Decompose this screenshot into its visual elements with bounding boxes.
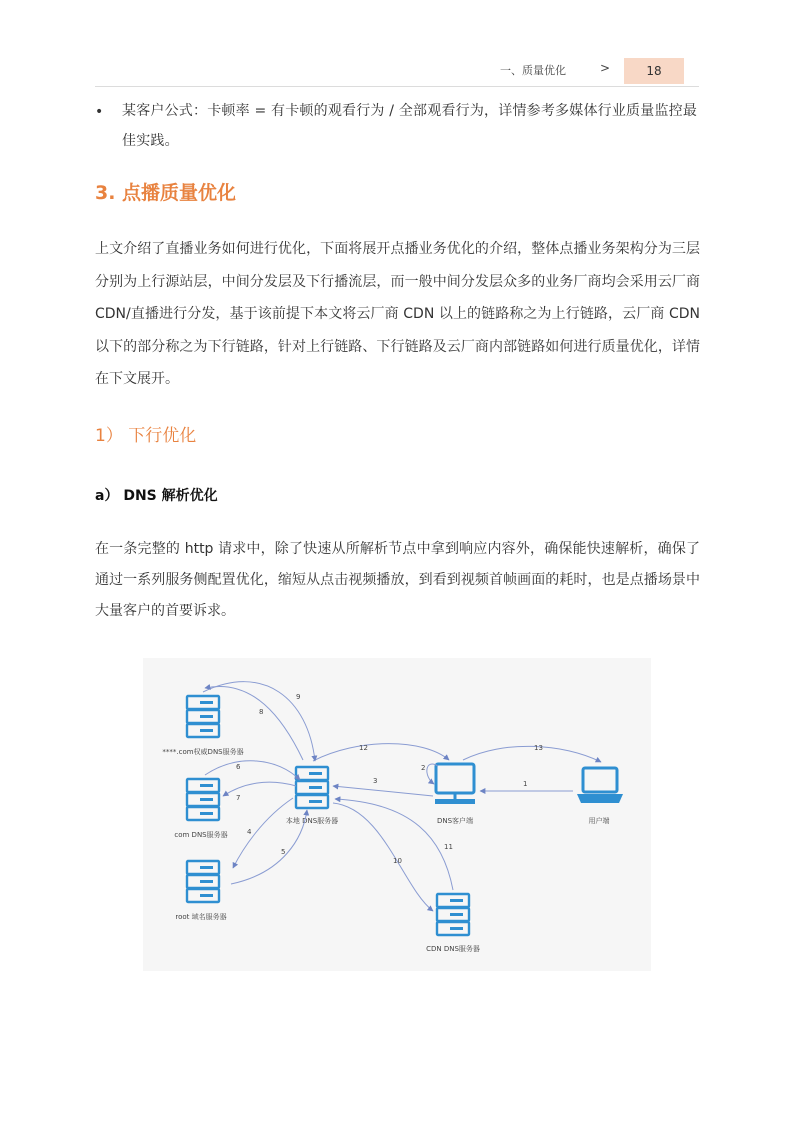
step-13-label: 13 bbox=[534, 744, 543, 752]
step-5-label: 5 bbox=[281, 848, 286, 856]
step-2-label: 2 bbox=[421, 764, 426, 772]
step-1-label: 1 bbox=[523, 780, 528, 788]
local-dns-server-label: 本地 DNS服务器 bbox=[285, 817, 339, 825]
authoritative-server-label: ****.com权威DNS服务器 bbox=[162, 748, 244, 756]
root-server-label: root 域名服务器 bbox=[175, 913, 227, 921]
header-section-label: 一、质量优化 bbox=[500, 64, 566, 77]
page-number: 18 bbox=[624, 58, 684, 84]
bullet-dot: • bbox=[95, 104, 104, 120]
bullet-text: 某客户公式：卡顿率 = 有卡顿的观看行为 / 全部观看行为，详情参考多媒体行业质量监控最佳实践。 bbox=[122, 103, 698, 149]
step-7-label: 7 bbox=[236, 794, 241, 802]
subsection-1-title: 1） 下行优化 bbox=[95, 426, 197, 446]
section-3-paragraph: 上文介绍了直播业务如何进行优化，下面将展开点播业务优化的介绍，整体点播业务架构分为三层分别为上行源站层，中间分发层及下行播流层，而一般中间分发层众多的业务厂商均会采用云厂商 CDN/直播进行分发，基于该前提下本文将云厂商 CDN 以上的链路称之为上行链路，云厂商 CDN 以下的部分称之为下行链路，针对上行链路、下行链路及云厂商内部链路如何进行质量优化，详情在下文展开。 bbox=[95, 241, 700, 387]
header-rule bbox=[95, 86, 699, 87]
step-6-label: 6 bbox=[236, 763, 241, 771]
step-11-label: 11 bbox=[444, 843, 453, 851]
cdn-dns-server-label: CDN DNS服务器 bbox=[426, 945, 480, 953]
step-9-label: 9 bbox=[296, 693, 301, 701]
step-10-label: 10 bbox=[393, 857, 402, 865]
dns-resolution-diagram bbox=[143, 658, 651, 971]
user-label: 用户端 bbox=[588, 817, 610, 825]
step-8-label: 8 bbox=[259, 708, 264, 716]
header-arrow: > bbox=[600, 61, 611, 75]
step-4-label: 4 bbox=[247, 828, 252, 836]
dns-client-label: DNS客户端 bbox=[436, 817, 474, 825]
com-server-label: com DNS服务器 bbox=[174, 831, 228, 839]
subsection-a-paragraph: 在一条完整的 http 请求中，除了快速从所解析节点中拿到响应内容外，确保能快速解析，确保了通过一系列服务侧配置优化，缩短从点击视频播放，到看到视频首帧画面的耗时，也是点播场景中大量客户的首要诉求。 bbox=[95, 541, 700, 619]
step-12-label: 12 bbox=[359, 744, 368, 752]
step-3-label: 3 bbox=[373, 777, 378, 785]
section-3-title: 3. 点播质量优化 bbox=[95, 182, 237, 204]
subsection-a-title: a） DNS 解析优化 bbox=[95, 488, 218, 504]
